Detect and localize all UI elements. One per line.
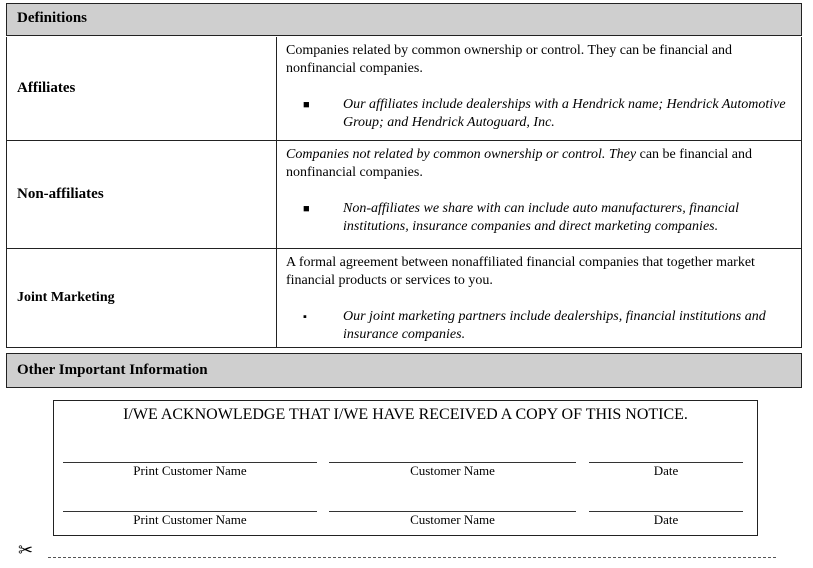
scissors-icon: ✂	[18, 540, 34, 560]
acknowledgment-title: I/WE ACKNOWLEDGE THAT I/WE HAVE RECEIVED A COPY OF THIS NOTICE.	[123, 406, 688, 423]
acknowledgment-box	[53, 400, 758, 536]
date-line-2[interactable]: Date	[589, 511, 743, 528]
definition-text: Companies related by common ownership or control. They can be financial and nonfinancial companies.	[286, 43, 733, 76]
list-item	[286, 96, 793, 132]
customer-name-line-1[interactable]: Customer Name	[329, 462, 576, 479]
definition-non-affiliates	[277, 141, 801, 248]
bullet-square-icon: ■	[303, 203, 310, 215]
term-non-affiliates: Non-affiliates	[7, 141, 277, 248]
bullet-text: Our joint marketing partners include dealerships, financial institutions and insurance companies.	[343, 309, 766, 342]
definition-text: A formal agreement between nonaffiliated financial companies that together market financial products or services to you.	[286, 255, 755, 288]
term-joint-marketing: Joint Marketing	[7, 249, 277, 347]
other-info-header	[6, 353, 802, 388]
other-info-title: Other Important Information	[17, 362, 208, 378]
definition-affiliates	[277, 37, 801, 140]
list-item	[286, 200, 793, 236]
definitions-title: Definitions	[17, 10, 88, 26]
print-customer-name-line-2[interactable]: Print Customer Name	[63, 511, 317, 528]
dashed-divider	[48, 557, 776, 558]
definitions-header	[6, 3, 802, 36]
customer-name-line-2[interactable]: Customer Name	[329, 511, 576, 528]
bullet-square-icon: ■	[303, 99, 310, 111]
table-row	[7, 140, 801, 248]
date-line-1[interactable]: Date	[589, 462, 743, 479]
bullet-text: Non-affiliates we share with can include auto manufacturers, financial institutions, insurance companies and direct marketing companies.	[343, 201, 739, 234]
bullet-text: Our affiliates include dealerships with a Hendrick name; Hendrick Automotive Group; and Hendrick Autoguard, Inc.	[343, 97, 786, 130]
definition-joint-marketing	[277, 249, 801, 347]
print-customer-name-line-1[interactable]: Print Customer Name	[63, 462, 317, 479]
bullet-small-icon: ▪	[303, 311, 307, 323]
cut-line	[18, 540, 788, 560]
term-affiliates: Affiliates	[7, 37, 277, 140]
definitions-table	[6, 37, 802, 348]
table-row	[7, 248, 801, 347]
definition-text: Companies not related by common ownership or control. They can be financial and nonfinancial companies.	[286, 147, 752, 180]
table-row	[7, 37, 801, 140]
list-item	[286, 308, 793, 344]
